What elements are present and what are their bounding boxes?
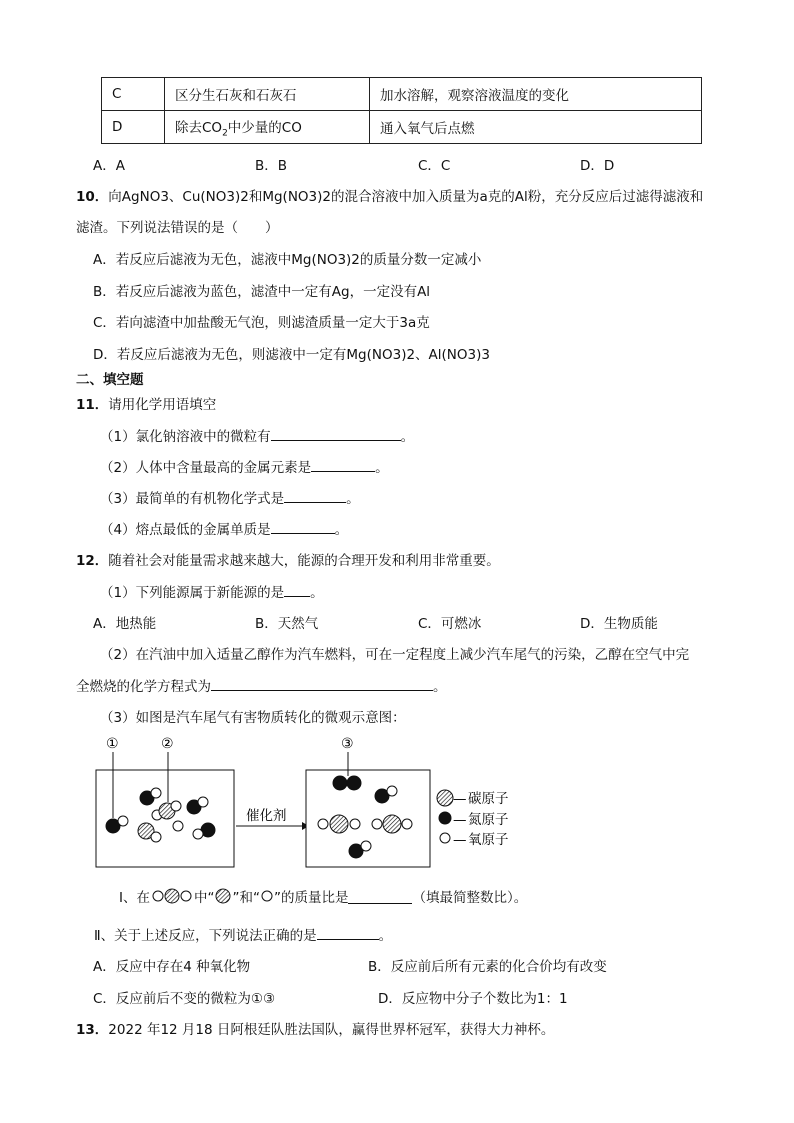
q10-stem-line2: 滤渣。下列说法错误的是（ ） (76, 220, 279, 236)
q12-p1-option-c: C．可燃冰 (418, 616, 482, 632)
q12-number: 12． (76, 553, 109, 569)
section-title: 二、填空题 (76, 372, 144, 388)
q11-item-1-text: （1）氯化钠溶液中的微粒有 (100, 429, 271, 445)
co2-molecule-icon (151, 888, 193, 904)
q12-sub2-option-c: C．反应前后不变的微粒为①③ (93, 991, 276, 1007)
q12-sub2-option-a: A．反应中存在4 种氧化物 (93, 959, 251, 975)
q9-option-c: C．C (418, 158, 451, 174)
answer-blank[interactable] (284, 488, 346, 503)
task-sub: 2 (222, 128, 228, 139)
legend-nitrogen-label: 氮原子 (468, 812, 509, 828)
q10-option-c: C．若向滤渣中加盐酸无气泡，则滤渣质量一定大于3a克 (93, 315, 430, 331)
q12-part2-line1: （2）在汽油中加入适量乙醇作为汽车燃料，可在一定程度上减少汽车尾气的污染，乙醇在空气中完 (100, 647, 690, 663)
products-box (306, 770, 430, 867)
q13-number: 13． (76, 1022, 109, 1038)
table-row (102, 78, 702, 111)
q12-part2-end: 。 (433, 679, 447, 695)
q11-stem (76, 393, 216, 413)
answer-blank[interactable] (311, 457, 375, 472)
q11-item-4-end: 。 (334, 522, 349, 538)
answer-blank[interactable] (271, 519, 335, 534)
q12-p1-option-a: A．地热能 (93, 616, 157, 632)
q11-item-2-text: （2）人体中含量最高的金属元素是 (100, 460, 312, 476)
answer-blank[interactable] (211, 676, 433, 691)
legend-nitrogen (439, 812, 509, 828)
q11-item-3-text: （3）最简单的有机物化学式是 (100, 491, 285, 507)
q11-item-1 (100, 425, 414, 445)
q11-number: 11． (76, 397, 109, 413)
q12-sub1-text: Ⅰ、在 (119, 890, 150, 906)
marker-1: ① (106, 736, 119, 752)
marker-2: ② (161, 736, 174, 752)
q13-stem-text: 2022 年12 月18 日阿根廷队胜法国队，赢得世界杯冠军，获得大力神杯。 (108, 1022, 555, 1038)
q10-stem-line1 (76, 185, 703, 205)
table-cell-label: D (102, 111, 165, 144)
q13-stem (76, 1018, 554, 1038)
q12-part1-end: 。 (310, 585, 324, 601)
legend-oxygen (440, 832, 509, 848)
table-cell-method: 加水溶解，观察溶液温度的变化 (370, 78, 702, 111)
q12-sub1-mid2: ”和“ (232, 890, 260, 906)
q12-sub2 (94, 924, 392, 944)
table-cell-label: C (102, 78, 165, 111)
q12-sub1-mid3: ”的质量比是 (273, 890, 349, 906)
q11-item-3-end: 。 (346, 491, 360, 507)
options-table (101, 77, 702, 144)
q9-option-b: B．B (255, 158, 288, 174)
q12-part1 (100, 581, 324, 601)
q10-option-b: B．若反应后滤液为蓝色，滤渣中一定有Ag，一定没有Al (93, 284, 431, 300)
q12-part3: （3）如图是汽车尾气有害物质转化的微观示意图： (100, 710, 406, 726)
q11-item-2 (100, 456, 389, 476)
q12-sub1-mid1: 中“ (193, 890, 215, 906)
q12-part2-text: 全燃烧的化学方程式为 (76, 679, 211, 695)
q11-stem-text: 请用化学用语填空 (108, 397, 217, 413)
table-cell-method: 通入氧气后点燃 (370, 111, 702, 144)
o-atom-left (173, 821, 183, 831)
q11-item-3 (100, 487, 360, 507)
answer-blank[interactable] (317, 925, 379, 940)
legend-dash-2: — (453, 812, 467, 828)
q9-option-a: A．A (93, 158, 125, 174)
q10-option-a: A．若反应后滤液为无色，滤液中Mg(NO3)2的质量分数一定减小 (93, 252, 482, 268)
q10-number: 10． (76, 189, 109, 205)
q12-sub2-text: Ⅱ、关于上述反应，下列说法正确的是 (94, 928, 317, 944)
q11-item-4-text: （4）熔点最低的金属单质是 (100, 522, 271, 538)
q9-option-d: D．D (580, 158, 615, 174)
oxygen-atom-icon (260, 888, 274, 904)
q12-p1-option-d: D．生物质能 (580, 616, 658, 632)
q12-sub2-end: 。 (378, 928, 393, 944)
q12-p1-option-b: B．天然气 (255, 616, 319, 632)
carbon-atom-icon (214, 888, 232, 904)
table-cell-task: 区分生石灰和石灰石 (165, 78, 370, 111)
q12-sub1 (119, 886, 527, 906)
q12-sub2-option-d: D．反应物中分子个数比为1：1 (378, 991, 568, 1007)
catalyst-label: 催化剂 (246, 808, 287, 824)
reaction-diagram (90, 730, 550, 875)
q12-stem-text: 随着社会对能量需求越来越大，能源的合理开发和利用非常重要。 (108, 553, 500, 569)
task-pre: 除去CO (175, 119, 223, 136)
legend-carbon-label: 碳原子 (468, 791, 509, 807)
answer-blank[interactable] (284, 582, 310, 597)
legend-oxygen-label: 氧原子 (468, 832, 509, 848)
task-post: 中少量的CO (227, 119, 302, 136)
q12-sub1-end: （填最简整数比）。 (412, 890, 528, 906)
q12-sub2-option-b: B．反应前后所有元素的化合价均有改变 (368, 959, 607, 975)
q10-stem-text: 向AgNO3、Cu(NO3)2和Mg(NO3)2的混合溶液中加入质量为a克的Al粉，充分反应后过滤得滤液和 (108, 189, 704, 205)
legend-carbon (437, 790, 509, 807)
table-row (102, 111, 702, 144)
q11-item-4 (100, 518, 348, 538)
legend-dash-3: — (453, 832, 467, 848)
marker-3: ③ (341, 736, 354, 752)
q11-item-2-end: 。 (375, 460, 389, 476)
q11-item-1-end: 。 (400, 429, 415, 445)
q10-option-d: D．若反应后滤液为无色，则滤液中一定有Mg(NO3)2、Al(NO3)3 (93, 347, 490, 363)
answer-blank[interactable] (348, 889, 412, 904)
answer-blank[interactable] (271, 426, 401, 441)
table-cell-task (165, 111, 370, 144)
q12-stem (76, 549, 500, 569)
q12-part1-text: （1）下列能源属于新能源的是 (100, 585, 285, 601)
legend-dash-1: — (453, 791, 467, 807)
q12-part2-line2 (76, 675, 447, 695)
